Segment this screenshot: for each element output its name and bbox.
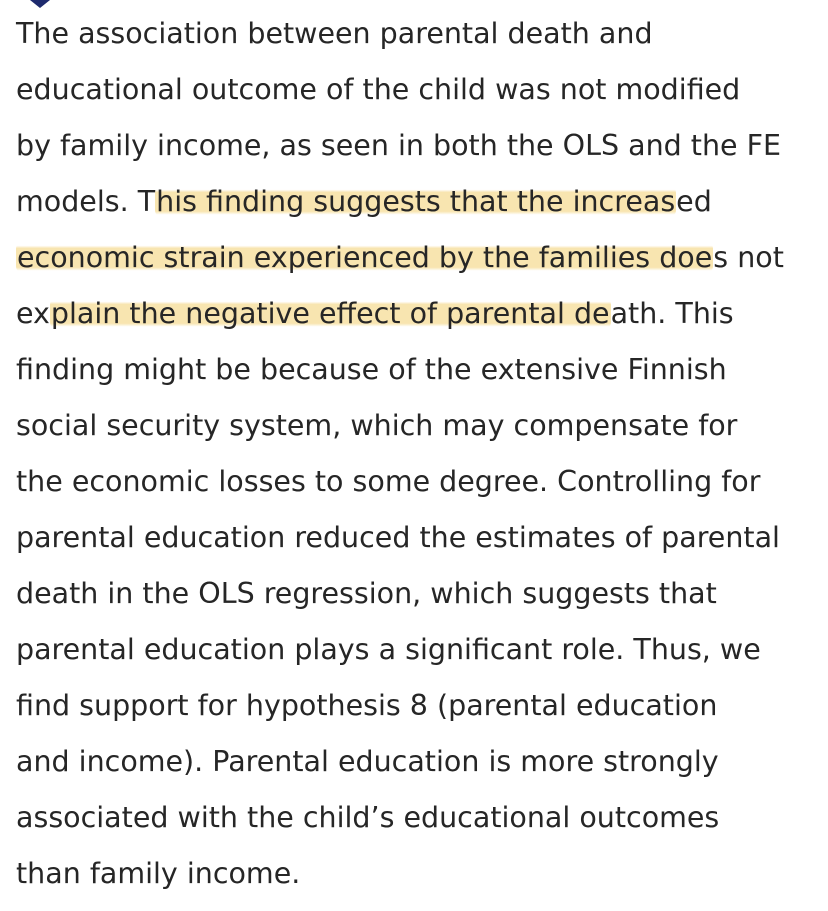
- line-text: the economic losses to some degree. Controlling for: [16, 465, 761, 498]
- line-text: death in the OLS regression, which suggests that: [16, 577, 717, 610]
- text-line: [16, 790, 824, 846]
- line-text: educational outcome of the child was not modified: [16, 73, 741, 106]
- text-line: [16, 286, 824, 342]
- text-line: [16, 734, 824, 790]
- line-text: models. T: [16, 185, 156, 218]
- highlighted-text[interactable]: plain the negative effect of parental de: [50, 297, 610, 330]
- text-line: [16, 6, 824, 62]
- text-line: [16, 342, 824, 398]
- text-line: [16, 454, 824, 510]
- text-line: [16, 398, 824, 454]
- line-text: social security system, which may compensate for: [16, 409, 738, 442]
- line-text: The association between parental death and: [16, 17, 653, 50]
- line-text: s not: [713, 241, 784, 274]
- line-text: associated with the child’s educational outcomes: [16, 801, 720, 834]
- text-line: [16, 566, 824, 622]
- highlighted-text[interactable]: economic strain experienced by the families doe: [17, 241, 713, 274]
- text-line: [16, 118, 824, 174]
- line-text: find support for hypothesis 8 (parental education: [16, 689, 718, 722]
- line-text: finding might be because of the extensive Finnish: [16, 353, 727, 386]
- line-text: and income). Parental education is more strongly: [16, 745, 719, 778]
- text-line: [16, 62, 824, 118]
- line-text: parental education reduced the estimates of parental: [16, 521, 780, 554]
- line-text: ex: [16, 297, 50, 330]
- line-text: parental education plays a significant role. Thus, we: [16, 633, 761, 666]
- text-line: [16, 230, 824, 286]
- text-line: [16, 174, 824, 230]
- body-paragraph: [16, 6, 824, 902]
- text-line: [16, 510, 824, 566]
- line-text: than family income.: [16, 857, 301, 890]
- line-text: ed: [676, 185, 712, 218]
- highlighted-text[interactable]: his finding suggests that the increas: [156, 185, 676, 218]
- line-text: ath. This: [610, 297, 734, 330]
- text-line: [16, 678, 824, 734]
- line-text: by family income, as seen in both the OLS and the FE: [16, 129, 782, 162]
- text-line: [16, 622, 824, 678]
- text-line: [16, 846, 824, 902]
